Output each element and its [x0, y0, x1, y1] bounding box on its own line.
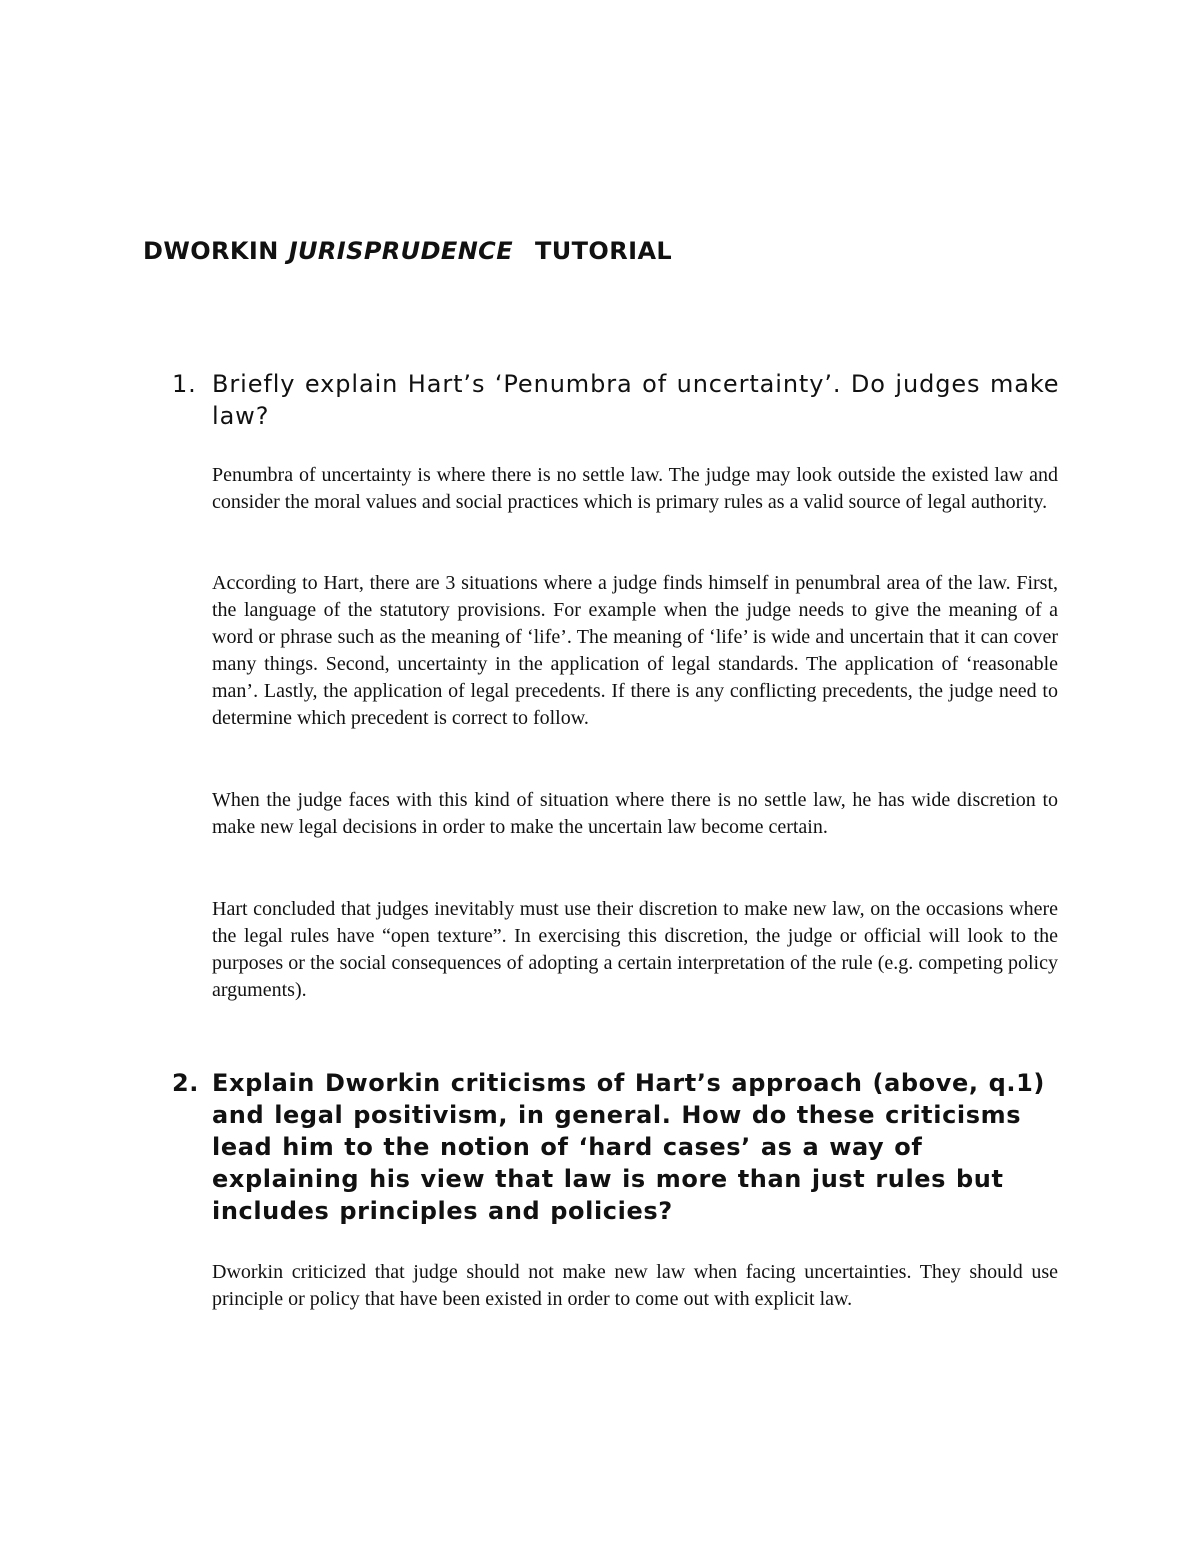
answer-paragraph: According to Hart, there are 3 situations where a judge finds himself in penumbral area of the law. First, the language of the statutory provisions. For example when the judge needs to give the meaning of a word or phrase such as the meaning of ‘life’. The meaning of ‘life’ is wide and uncertain that it can cover many things. Second, uncertainty in the application of legal standards. The application of ‘reasonable man’. Lastly, the application of legal precedents. If there is any conflicting precedents, the judge need to determine which precedent is correct to follow. [212, 572, 1058, 729]
question-text: Explain Dworkin criticisms of Hart’s approach (above, q.1) and legal positivism, in general. How do these criticisms lead him to the notion of ‘hard cases’ as a way of explaining his view that law is more than just rules but includes principles and policies? [212, 1069, 1045, 1225]
answer-paragraph: Hart concluded that judges inevitably must use their discretion to make new law, on the occasions where the legal rules have “open texture”. In exercising this discretion, the judge or official will look to the purposes or the social consequences of adopting a certain interpretation of the rule (e.g. competing policy arguments). [212, 898, 1058, 1001]
title-author: DWORKIN [143, 237, 279, 265]
question-2 [172, 1067, 1062, 1227]
question-1 [172, 368, 1062, 432]
answer-paragraph: Dworkin criticized that judge should not make new law when facing uncertainties. They should use principle or policy that have been existed in order to come out with explicit law. [212, 1261, 1058, 1310]
document-title [143, 237, 672, 265]
question-number: 1. [172, 370, 197, 398]
question-number: 2. [172, 1069, 200, 1097]
answer-paragraph: When the judge faces with this kind of situation where there is no settle law, he has wide discretion to make new legal decisions in order to make the uncertain law become certain. [212, 789, 1058, 838]
title-subject: JURISPRUDENCE [288, 237, 513, 265]
question-text: Briefly explain Hart’s ‘Penumbra of uncertainty’. Do judges make law? [212, 370, 1060, 430]
answer-paragraph: Penumbra of uncertainty is where there is no settle law. The judge may look outside the existed law and consider the moral values and social practices which is primary rules as a valid source of legal authority. [212, 464, 1058, 513]
title-type: TUTORIAL [535, 237, 673, 265]
